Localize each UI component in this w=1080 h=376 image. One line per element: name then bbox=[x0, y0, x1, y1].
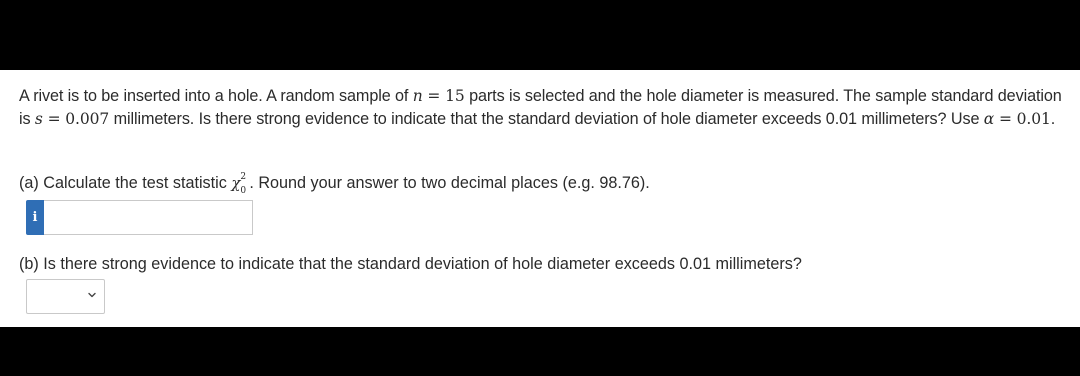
chi-subscript: 0 bbox=[240, 186, 247, 196]
part-a-prompt bbox=[19, 172, 650, 195]
math-equals: = bbox=[42, 110, 66, 128]
math-alpha-expression bbox=[984, 110, 1051, 128]
question-panel bbox=[0, 70, 1080, 327]
math-n-expression bbox=[413, 87, 465, 105]
math-equals: = bbox=[422, 87, 446, 105]
math-variable-n: n bbox=[412, 87, 423, 105]
math-s-expression bbox=[35, 110, 109, 128]
math-variable-alpha: α bbox=[983, 110, 995, 128]
question-text-part: A rivet is to be inserted into a hole. A random sample of bbox=[19, 87, 413, 105]
math-value-s: 0.007 bbox=[65, 110, 110, 128]
math-equals: = bbox=[994, 110, 1017, 128]
question-text-part: millimeters. Is there strong evidence to indicate that the standard deviation of hole diameter exceeds 0.01 millimeters? Use bbox=[109, 110, 984, 128]
question-text-part: . bbox=[1050, 110, 1056, 128]
chi-superscript: 2 bbox=[240, 172, 247, 182]
part-a-instructions: . Round your answer to two decimal places (e.g. 98.76). bbox=[249, 174, 650, 192]
part-b-prompt: (b) Is there strong evidence to indicate that the standard deviation of hole diameter exceeds 0.01 millimeters? bbox=[19, 255, 802, 273]
top-black-bar bbox=[0, 0, 1080, 70]
part-a-label: (a) Calculate the test statistic bbox=[19, 174, 232, 192]
part-b-dropdown[interactable] bbox=[26, 279, 105, 314]
math-variable-s: s bbox=[34, 110, 43, 128]
chevron-down-icon bbox=[88, 291, 96, 299]
chi-letter: χ bbox=[231, 174, 241, 192]
question-text-part: parts is selected and the hole diameter is measured. The sample standard deviation is bbox=[19, 87, 1062, 128]
math-value-n: 15 bbox=[445, 87, 465, 105]
bottom-black-bar bbox=[0, 327, 1080, 376]
math-value-alpha: 0.01 bbox=[1016, 110, 1051, 128]
question-text bbox=[19, 85, 1075, 131]
answer-input-part-a[interactable] bbox=[44, 200, 253, 235]
chi-square-symbol bbox=[231, 172, 249, 195]
info-icon[interactable]: i bbox=[26, 200, 44, 235]
